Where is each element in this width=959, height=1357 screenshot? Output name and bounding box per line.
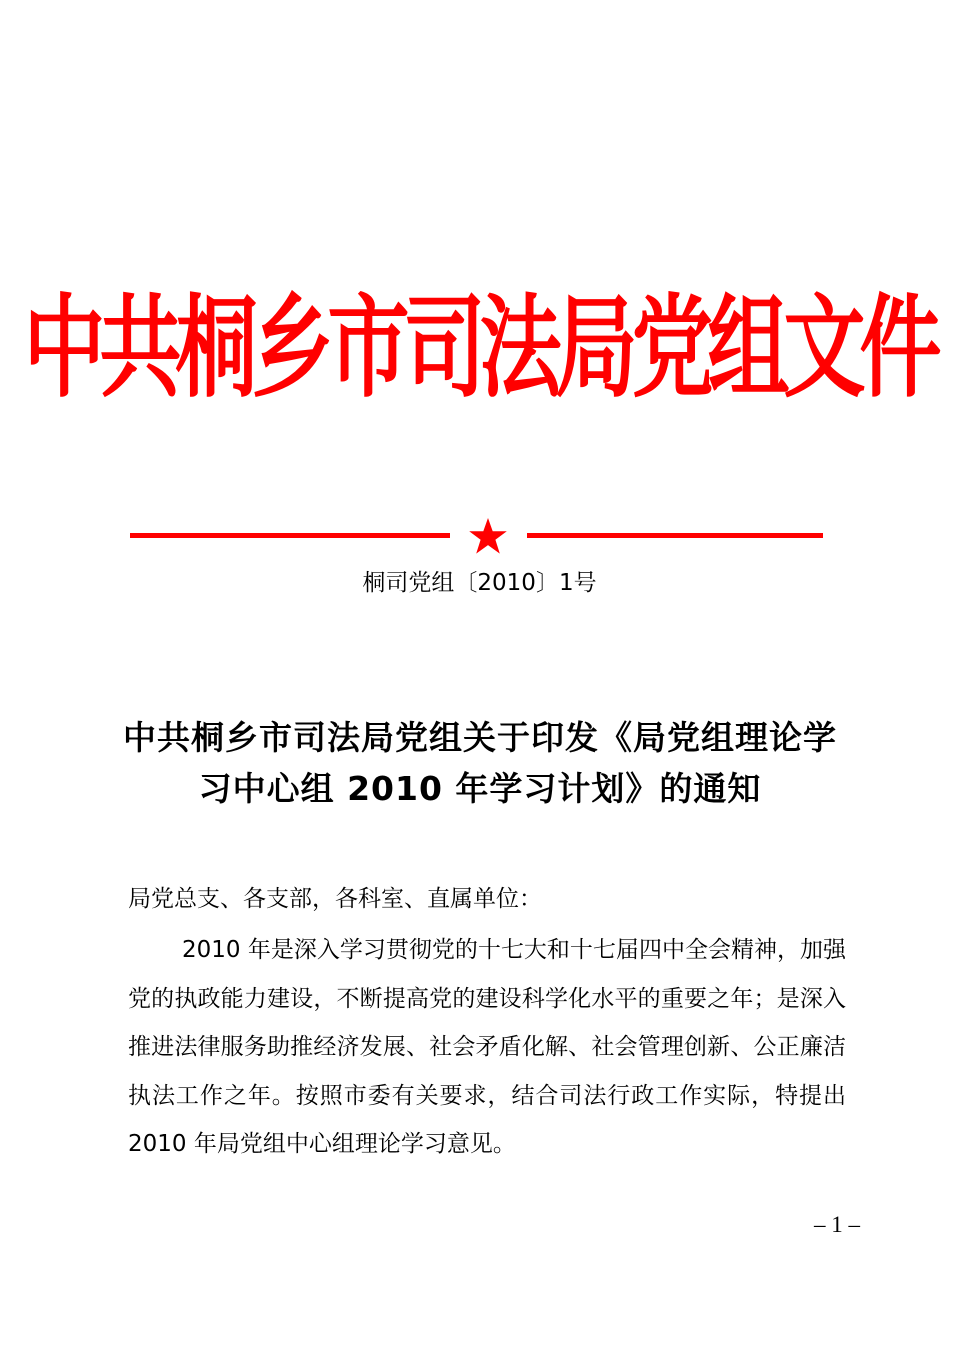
page-number: – 1 – — [814, 1212, 860, 1237]
salutation: 局党总支、各支部，各科室、直属单位： — [128, 886, 542, 912]
document-title: 中共桐乡市司法局党组关于印发《局党组理论学习中心组 2010 年学习计划》的通知 — [123, 718, 837, 808]
document-number: 桐司党组〔2010〕1号 — [362, 570, 597, 596]
divider-line-right — [527, 533, 823, 538]
body-paragraph: 2010 年是深入学习贯彻党的十七大和十七届四中全会精神，加强党的执政能力建设，不断提高党的建设科学化水平的重要之年；是深入推进法律服务助推经济发展、社会矛盾化解、社会管理创新、公正廉洁执法工作之年。按照市委有关要求，结合司法行政工作实际，特提出 2010 年局党组中心组理论学习意见。 — [128, 937, 846, 1157]
divider-line-left — [130, 533, 450, 538]
star-icon — [468, 516, 508, 556]
document-masthead: 中共桐乡市司法局党组文件 — [23, 284, 936, 414]
